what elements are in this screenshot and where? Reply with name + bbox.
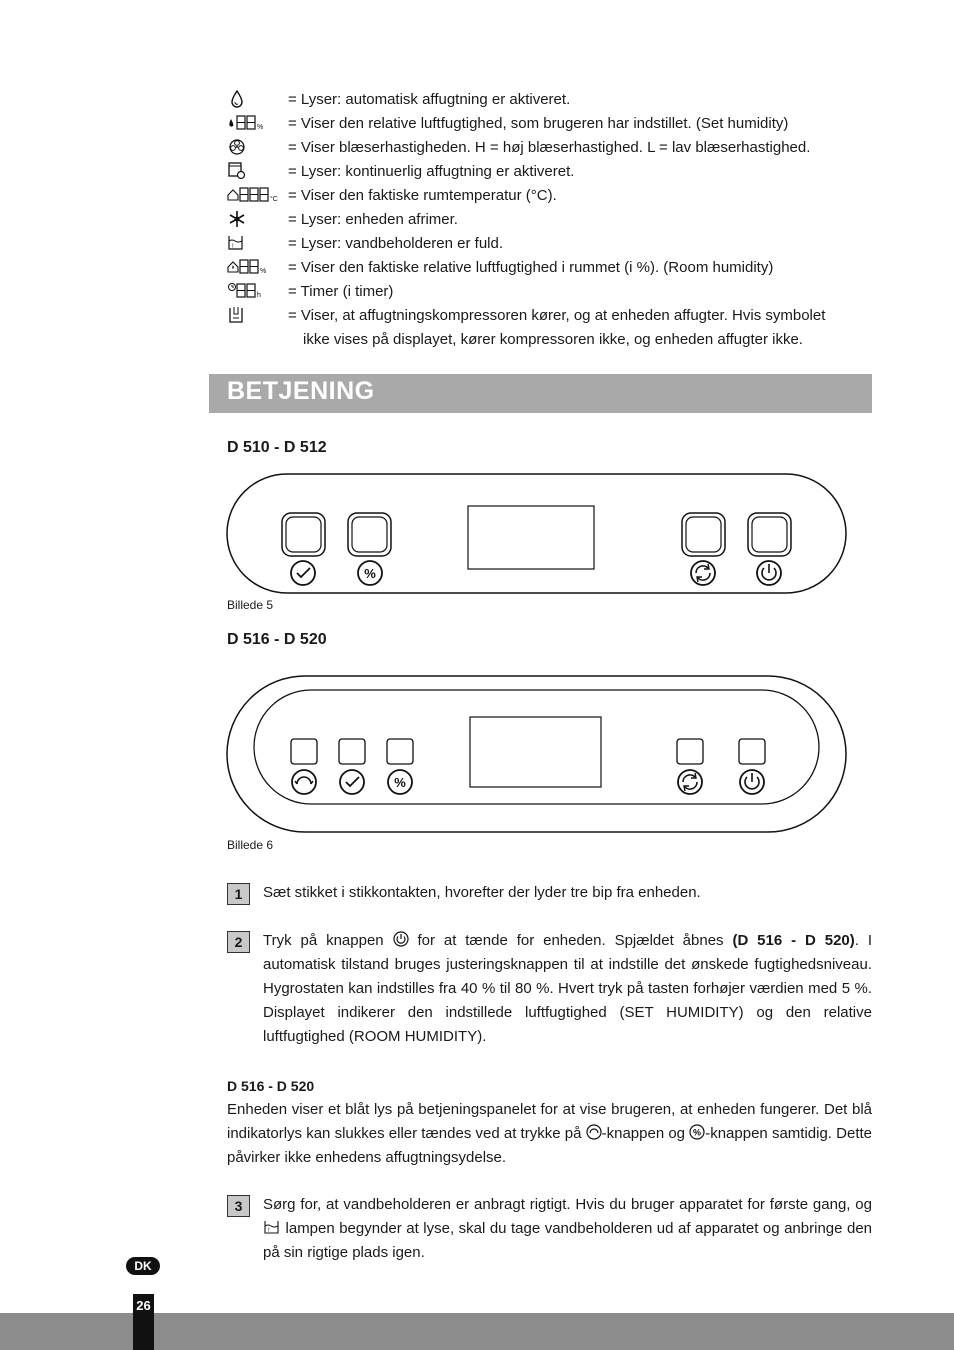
symbol-row (227, 281, 877, 305)
note-text-part: -knappen samtidig. Dette påvirker ikke enhedens affugtningsydelse. (227, 1125, 872, 1166)
power-icon (393, 931, 409, 947)
symbol-row (227, 137, 877, 161)
symbol-text: = Viser den faktiske relative luftfugtighed i rummet (i %). (Room humidity) (288, 259, 774, 276)
display-window (470, 717, 601, 787)
step-number: 3 (227, 1195, 250, 1217)
symbol-row (227, 113, 877, 137)
button-auto[interactable] (282, 513, 325, 556)
tank-full-icon (263, 1219, 281, 1235)
symbol-text-continued: ikke vises på displayet, kører kompressoren ikke, og enheden affugter ikke. (303, 331, 803, 348)
note-text-part: -knappen og (601, 1125, 686, 1142)
step-number: 2 (227, 931, 250, 953)
note-heading: D 516 - D 520 (227, 1078, 315, 1094)
symbol-row (227, 161, 877, 185)
symbol-row (227, 89, 877, 113)
check-icon (340, 770, 364, 794)
room-humidity-display-icon (227, 257, 277, 277)
svg-text:%: % (364, 566, 376, 581)
symbol-text: = Viser den faktiske rumtemperatur (°C). (288, 187, 557, 204)
svg-text:%: % (260, 268, 267, 275)
button-humidity[interactable] (387, 739, 413, 764)
button-mode[interactable] (677, 739, 703, 764)
model-heading: D 510 - D 512 (227, 439, 327, 456)
step-text-part: Sørg for, at vandbeholderen er anbragt rigtigt. Hvis du bruger apparatet for første gang, og (263, 1196, 872, 1213)
set-humidity-display-icon (227, 113, 277, 133)
svg-text:%: % (394, 775, 406, 790)
continuous-drain-icon (227, 161, 277, 181)
button-auto[interactable] (339, 739, 365, 764)
symbol-text: = Lyser: vandbeholderen er fuld. (288, 235, 504, 252)
symbol-text: = Lyser: kontinuerlig affugtning er aktiveret. (288, 163, 575, 180)
fan-speed-icon (292, 770, 316, 794)
symbol-text: = Viser den relative luftfugtighed, som brugeren har indstillet. (Set humidity) (288, 115, 789, 132)
symbol-text: = Lyser: enheden afrimer. (288, 211, 458, 228)
check-icon (291, 561, 315, 585)
symbol-row (227, 185, 877, 209)
step-text-part: Tryk på knappen (263, 932, 384, 949)
button-fan-speed[interactable] (291, 739, 317, 764)
note-text-part: Enheden viser et blåt lys på betjeningspanelet for at vise brugeren, at enheden fungerer. Det blå indikatorlys kan slukkes eller tændes ved at trykke på (227, 1101, 872, 1142)
control-panel-d516 (226, 674, 848, 836)
section-title: BETJENING (227, 377, 375, 405)
droplet-icon (227, 89, 277, 109)
svg-text:!: ! (232, 244, 234, 250)
cycle-icon (691, 561, 715, 585)
compressor-icon (227, 305, 277, 325)
svg-text:°C: °C (270, 196, 278, 203)
button-power[interactable] (748, 513, 791, 556)
power-icon (757, 561, 781, 585)
section-header (209, 374, 872, 413)
step-text-part: for at tænde for enheden. Spjældet åbnes (417, 932, 724, 949)
figure-caption: Billede 5 (227, 598, 274, 612)
svg-text:h: h (257, 292, 261, 299)
percent-icon (358, 561, 382, 585)
step-text (263, 1193, 872, 1265)
button-humidity[interactable] (348, 513, 391, 556)
display-window (468, 506, 594, 569)
control-panel-d510 (226, 472, 848, 596)
page-number: 26 (133, 1294, 154, 1350)
step-text-bold: (D 516 - D 520) (732, 932, 855, 949)
step-text (263, 929, 872, 1049)
tank-full-icon (227, 233, 277, 253)
cycle-icon (678, 770, 702, 794)
symbol-text: = Timer (i timer) (288, 283, 394, 300)
language-badge: DK (126, 1257, 160, 1275)
svg-text:%: % (693, 1127, 702, 1138)
defrost-snowflake-icon (227, 209, 277, 229)
figure-caption: Billede 6 (227, 838, 274, 852)
symbol-text: = Viser, at affugtningskompressoren kører, og at enheden affugter. Hvis symbolet (288, 307, 826, 324)
symbol-text: = Viser blæserhastigheden. H = høj blæserhastighed. L = lav blæserhastighed. (288, 139, 811, 156)
step-text-part: lampen begynder at lyse, skal du tage vandbeholderen ud af apparatet og anbringe den på sin rigtige plads igen. (263, 1220, 873, 1261)
button-mode[interactable] (682, 513, 725, 556)
symbol-text: = Lyser: automatisk affugtning er aktiveret. (288, 91, 571, 108)
symbol-row (227, 233, 877, 257)
step-text-part: . I automatisk tilstand bruges justeringsknappen til at indstille det ønskede fugtighedsniveau. Hygrostaten kan indstilles fra 40 % til 80 %. Hvert tryk på tasten forhøjer værdien med 5 %. Displayet indikerer den indstillede luftfugtighed (SET HUMIDITY) og den relative luftfugtighed (ROOM HUMIDITY). (263, 932, 872, 1045)
note-text (227, 1098, 872, 1170)
timer-display-icon (227, 281, 277, 301)
symbol-row (227, 257, 877, 281)
step-text: Sæt stikket i stikkontakten, hvorefter der lyder tre bip fra enheden. (263, 884, 701, 901)
fan-speed-icon (586, 1124, 602, 1140)
symbol-row (227, 209, 877, 233)
power-icon (740, 770, 764, 794)
percent-icon (388, 770, 412, 794)
svg-text:!: ! (268, 1228, 270, 1234)
percent-icon (689, 1124, 705, 1140)
fan-icon (227, 137, 277, 157)
room-temperature-display-icon (227, 185, 277, 205)
svg-text:%: % (257, 124, 264, 131)
button-power[interactable] (739, 739, 765, 764)
step-number: 1 (227, 883, 250, 905)
model-heading: D 516 - D 520 (227, 631, 327, 648)
